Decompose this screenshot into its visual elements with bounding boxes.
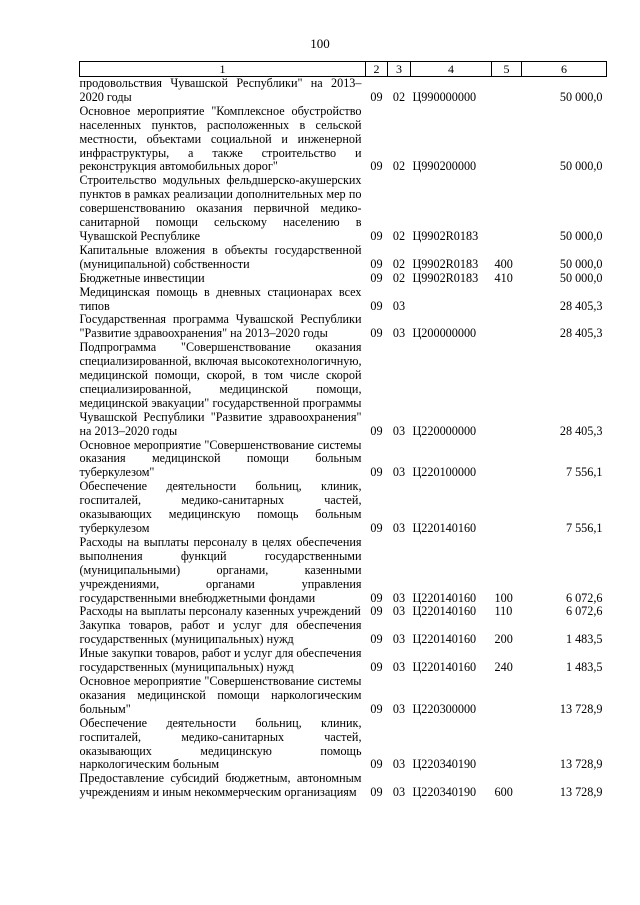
row-target-code: Ц9902R0183 (412, 256, 479, 271)
table-row (80, 772, 607, 800)
row-target-code: Ц220140160 (412, 521, 477, 535)
row-amount: 13 728,9 (559, 701, 603, 716)
row-name: Государственная программа Чувашской Республики "Развитие здравоохранения" на 2013–2020 годы (79, 312, 362, 341)
row-subsection: 03 (392, 632, 406, 647)
row-subsection: 03 (392, 590, 406, 605)
row-name: Строительство модульных фельдшерско-акушерских пунктов в рамках реализации дополнительных мер по совершенствованию оказания первичной медико-санитарной помощи сельскому населению в Чувашской Республике (79, 173, 362, 243)
row-section: 09 (370, 298, 383, 313)
header-col-6: 6 (522, 62, 607, 77)
row-expense-type: 110 (494, 604, 513, 619)
row-expense-type (492, 105, 522, 175)
row-name: Основное мероприятие "Совершенствование системы оказания медицинской помощи больным туберкулезом" (79, 437, 362, 480)
table-row (80, 619, 607, 647)
row-expense-type: 410 (494, 270, 513, 285)
row-name: Обеспечение деятельности больниц, клиник, госпиталей, медико-санитарных частей, оказывающих медицинскую помощь больным туберкулезом (79, 479, 362, 535)
table-row (80, 272, 607, 286)
row-target-code: Ц990000000 (412, 89, 477, 104)
row-expense-type (492, 480, 522, 536)
row-section: 09 (370, 89, 383, 104)
budget-table (79, 61, 607, 800)
row-amount: 50 000,0 (559, 159, 603, 174)
page-number: 100 (310, 36, 330, 51)
row-section: 09 (370, 632, 383, 647)
table-row (80, 647, 607, 675)
row-subsection: 03 (392, 521, 406, 535)
row-section: 09 (370, 159, 383, 174)
row-target-code: Ц220140160 (412, 604, 477, 619)
row-target-code: Ц220140160 (412, 632, 477, 647)
row-name: продовольствия Чувашской Республики" на 2013–2020 годы (79, 76, 362, 104)
row-section: 09 (370, 465, 383, 480)
header-col-3: 3 (388, 62, 411, 77)
row-target-code: Ц990200000 (412, 159, 477, 174)
row-section: 09 (370, 757, 383, 772)
row-expense-type (492, 174, 522, 244)
row-amount: 1 483,5 (565, 632, 603, 647)
row-expense-type (492, 439, 522, 481)
row-section: 09 (370, 521, 383, 535)
row-subsection: 03 (392, 701, 406, 716)
table-row (80, 313, 607, 341)
header-col-2: 2 (366, 62, 388, 77)
row-target-code: Ц220300000 (412, 701, 477, 716)
row-expense-type: 400 (494, 256, 513, 271)
row-section: 09 (370, 590, 383, 605)
row-name: Бюджетные инвестиции (79, 270, 205, 285)
row-section: 09 (370, 326, 383, 341)
row-name: Медицинская помощь в дневных стационарах всех типов (79, 284, 362, 313)
row-amount: 28 405,3 (559, 326, 603, 341)
row-name: Основное мероприятие "Комплексное обустройство населенных пунктов, расположенных в сельской местности, объектами социальной и инженерной инфраструктуры, а также строительство и реконструкция автомобильных дорог" (79, 103, 362, 174)
row-subsection: 03 (392, 604, 406, 619)
table-row (80, 717, 607, 773)
row-section: 09 (370, 701, 383, 716)
row-target-code: Ц220140160 (412, 590, 477, 605)
row-name: Основное мероприятие "Совершенствование системы оказания медицинской помощи наркологическим больным" (79, 673, 362, 716)
row-amount: 6 072,6 (565, 590, 603, 605)
row-amount: 50 000,0 (559, 89, 603, 104)
row-subsection: 03 (392, 785, 406, 800)
header-col-5: 5 (492, 62, 522, 77)
table-row (80, 244, 607, 272)
row-subsection: 03 (392, 660, 406, 675)
row-expense-type: 100 (494, 590, 513, 605)
header-row (80, 62, 607, 77)
row-amount: 50 000,0 (559, 256, 603, 271)
row-name: Обеспечение деятельности больниц, клиник, госпиталей, медико-санитарных частей, оказывающих медицинскую помощь наркологическим больным (79, 715, 362, 772)
row-amount: 6 072,6 (565, 604, 603, 619)
row-name: Расходы на выплаты персоналу в целях обеспечения выполнения функций государственными (муниципальными) органами, казенными учреждениями, органами управления государственными внебюджетными фондами (79, 534, 362, 605)
row-target-code: Ц220000000 (412, 423, 477, 438)
table-row (80, 439, 607, 481)
table-row (80, 675, 607, 717)
row-section: 09 (370, 660, 383, 675)
row-target-code (411, 286, 492, 314)
row-amount: 50 000,0 (559, 270, 603, 285)
row-section: 09 (370, 785, 383, 800)
row-name: Капитальные вложения в объекты государственной (муниципальной) собственности (79, 242, 362, 271)
row-expense-type (492, 717, 522, 773)
table-body (80, 77, 607, 801)
row-target-code: Ц200000000 (412, 326, 477, 341)
row-amount: 1 483,5 (565, 660, 603, 675)
row-expense-type (492, 286, 522, 314)
table-row (80, 174, 607, 244)
table-row (80, 480, 607, 536)
row-subsection: 02 (392, 228, 406, 243)
row-subsection: 03 (392, 423, 406, 438)
row-name: Расходы на выплаты персоналу казенных учреждений (79, 604, 361, 619)
header-col-1: 1 (80, 62, 366, 77)
table-header (80, 62, 607, 77)
row-amount: 13 728,9 (559, 785, 603, 800)
row-subsection: 03 (392, 298, 406, 313)
row-section: 09 (370, 604, 383, 619)
table-row (80, 536, 607, 606)
row-target-code: Ц220340190 (412, 785, 477, 800)
row-target-code: Ц220100000 (412, 465, 477, 480)
row-section: 09 (370, 228, 383, 243)
row-name: Закупка товаров, работ и услуг для обеспечения государственных (муниципальных) нужд (79, 618, 362, 647)
row-amount: 7 556,1 (565, 521, 603, 535)
table-row (80, 286, 607, 314)
table-row (80, 77, 607, 105)
row-amount: 28 405,3 (559, 298, 603, 313)
row-subsection: 03 (392, 326, 406, 341)
row-name: Предоставление субсидий бюджетным, автономным учреждениям и иным некоммерческим организациям (79, 771, 362, 800)
row-target-code: Ц9902R0183 (412, 270, 479, 285)
row-name: Иные закупки товаров, работ и услуг для обеспечения государственных (муниципальных) нужд (79, 646, 362, 675)
row-expense-type: 240 (494, 660, 513, 675)
table-row (80, 605, 607, 619)
row-subsection: 02 (392, 89, 406, 104)
row-expense-type (492, 341, 522, 438)
row-expense-type (492, 313, 522, 341)
row-subsection: 03 (392, 757, 406, 772)
row-target-code: Ц220140160 (412, 660, 477, 675)
row-expense-type (492, 675, 522, 717)
row-section: 09 (370, 256, 383, 271)
table-row (80, 341, 607, 438)
table-row (80, 105, 607, 175)
header-col-4: 4 (411, 62, 492, 77)
row-subsection: 02 (392, 270, 406, 285)
row-section: 09 (370, 423, 383, 438)
row-amount: 7 556,1 (565, 465, 603, 480)
row-amount: 50 000,0 (559, 228, 603, 243)
row-subsection: 02 (392, 159, 406, 174)
row-target-code: Ц220340190 (412, 757, 477, 772)
row-subsection: 03 (392, 465, 406, 480)
row-name: Подпрограмма "Совершенствование оказания специализированной, включая высокотехнологичную, медицинской помощи, скорой, в том числе скорой специализированной, медицинской помощи, медицинской эвакуации" государственной программы Чувашской Республики "Развитие здравоохранения" на 2013–2020 годы (79, 340, 362, 438)
row-target-code: Ц9902R0183 (412, 228, 479, 243)
row-expense-type: 200 (494, 632, 513, 647)
row-subsection: 02 (392, 256, 406, 271)
row-expense-type (492, 77, 522, 105)
row-section: 09 (370, 270, 383, 285)
row-amount: 13 728,9 (559, 757, 603, 772)
row-amount: 28 405,3 (559, 423, 603, 438)
row-expense-type: 600 (494, 785, 513, 800)
